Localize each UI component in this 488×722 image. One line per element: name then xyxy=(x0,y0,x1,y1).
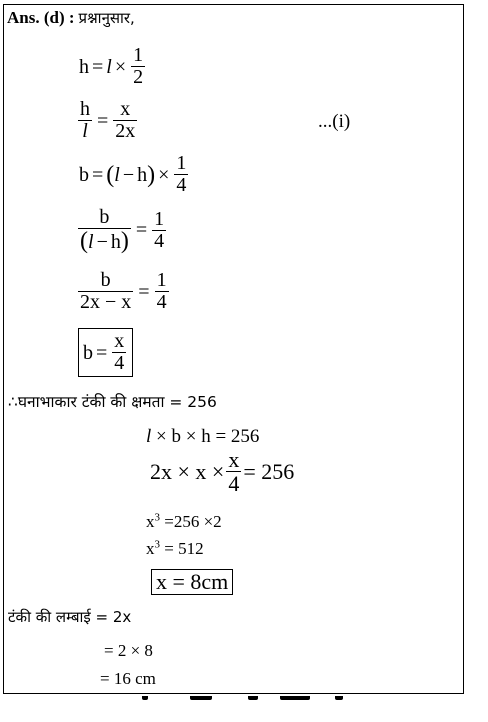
eq1-num: 1 xyxy=(133,44,144,66)
eq4-equals: = xyxy=(135,219,148,241)
volume-equation: l × b × h = 256 xyxy=(146,426,260,447)
eq1-times: × xyxy=(114,55,127,78)
eq5-num: b xyxy=(100,269,111,291)
eq4-num: b xyxy=(99,206,110,228)
eq5-den: 2x − x xyxy=(80,291,132,313)
eq5-left-fraction xyxy=(78,270,133,313)
eq1-fraction xyxy=(131,45,145,88)
eq6-num: x xyxy=(114,330,125,352)
capacity-statement: ∴घनाभाकार टंकी की क्षमता = 256 xyxy=(8,393,217,411)
length-step-1: = 2 × 8 xyxy=(104,641,153,660)
eq4-rnum: 1 xyxy=(154,207,165,230)
answer-label: Ans. (d) : xyxy=(7,8,75,27)
answer-intro: प्रश्नानुसार, xyxy=(78,9,135,27)
clipped-next-line xyxy=(130,696,360,700)
eq6-fraction xyxy=(112,331,126,374)
eq5-equals: = xyxy=(138,280,150,303)
equation-ratio xyxy=(76,99,139,142)
eq2-den-l: l xyxy=(82,120,88,142)
eq1-equals: = xyxy=(92,55,104,78)
answer-line xyxy=(7,9,135,27)
cube-equation-2: $x^3 = 512$ xyxy=(146,538,204,558)
eq5-rden: 4 xyxy=(156,291,167,313)
length-statement: टंकी की लम्बाई = 2x xyxy=(8,608,132,626)
eq2-left-fraction xyxy=(78,99,92,142)
eq2-den-r: 2x xyxy=(115,120,136,142)
eq8-left: 2x × x × xyxy=(150,458,225,484)
equation-h xyxy=(79,45,147,88)
eq3-times: × xyxy=(158,163,170,186)
eq2-equals: = xyxy=(97,109,109,132)
eq1-den: 2 xyxy=(133,66,144,88)
equation-b-x xyxy=(76,270,171,313)
cube-equation-1: $x^3 =256 \times 2$ xyxy=(146,511,222,531)
eq3-close-paren: ) xyxy=(147,161,156,188)
eq3-equals: = xyxy=(92,163,104,186)
equation-b-ratio xyxy=(76,207,168,253)
eq3-den: 4 xyxy=(176,174,187,196)
boxed-x-result: x = 8cm xyxy=(151,569,233,595)
eq1-l: l xyxy=(106,55,112,78)
eq2-right-fraction xyxy=(113,99,137,142)
eq3-l: l xyxy=(114,163,120,186)
eq4-den: (l − h) xyxy=(80,228,129,254)
eq6-equals: = xyxy=(96,341,108,364)
eq8-right: = 256 xyxy=(243,458,295,484)
boxed-b-result xyxy=(78,328,133,377)
volume-substituted xyxy=(150,448,294,495)
eq2-num-r: x xyxy=(120,98,131,120)
eq8-fraction xyxy=(226,448,241,495)
eq3-fraction xyxy=(174,153,188,196)
eq8-den: 4 xyxy=(228,471,240,497)
eq3-lhs: b xyxy=(79,163,89,186)
equation-b xyxy=(79,153,190,196)
eq5-rnum: 1 xyxy=(156,269,167,291)
eq6-den: 4 xyxy=(114,352,125,374)
eq3-open-paren: ( xyxy=(106,161,115,188)
eq4-left-fraction xyxy=(78,207,131,253)
eq4-right-fraction xyxy=(152,209,166,252)
eq4-rden: 4 xyxy=(154,229,165,252)
eq1-lhs: h xyxy=(79,55,89,78)
equation-reference: ...(i) xyxy=(318,111,351,132)
eq5-right-fraction xyxy=(155,270,169,313)
eq2-num-l: h xyxy=(80,98,90,120)
length-step-2: = 16 cm xyxy=(100,669,156,688)
eq3-num: 1 xyxy=(176,152,187,174)
eq6-lhs: b xyxy=(83,341,93,364)
eq3-h: h xyxy=(137,163,148,186)
eq3-minus: − xyxy=(122,163,135,186)
answer-frame xyxy=(3,4,464,694)
eq8-num: x xyxy=(228,447,240,472)
